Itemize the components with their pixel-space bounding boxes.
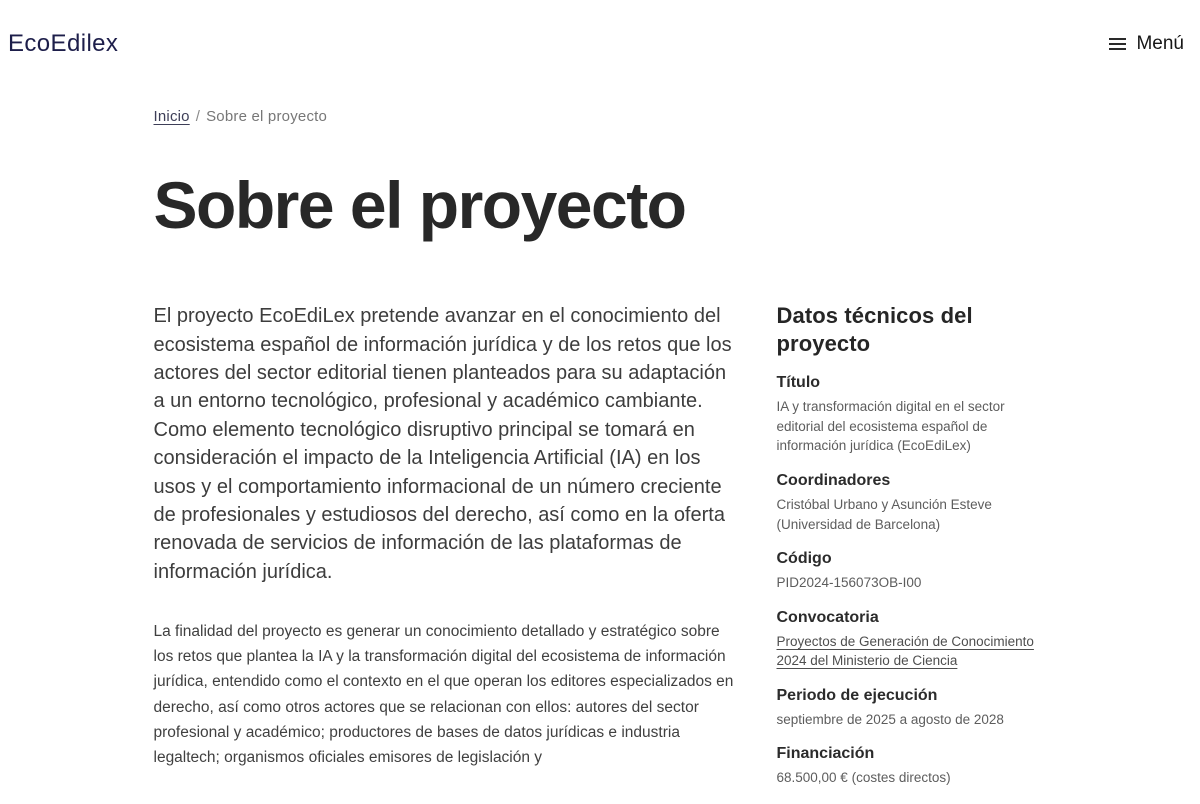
field-value: septiembre de 2025 a agosto de 2028 — [776, 711, 1004, 727]
field-value: PID2024-156073OB-I00 — [776, 575, 922, 591]
body-paragraph: La finalidad del proyecto es generar un conocimiento detallado y estratégico sobre los retos que plantea la IA y la transformación digital del ecosistema de información jurídica, entendido como el contexto en el que operan los editores especializados en derecho, así como otros actores que se relacionan con ellos: autores del sector profesional y académico; productores de bases de datos jurídicas e industria legaltech; organismos oficiales emisores de legislación y — [153, 623, 734, 766]
convocatoria-link[interactable]: Proyectos de Generación de Conocimiento 2024 del Ministerio de Ciencia — [776, 633, 1034, 669]
content-columns — [154, 302, 1047, 804]
breadcrumb-home-link[interactable]: Inicio — [153, 108, 190, 125]
field-label: Coordinadores — [776, 471, 891, 489]
field-label: Código — [776, 550, 832, 568]
field-label: Convocatoria — [776, 608, 879, 626]
field-convocatoria — [777, 609, 1047, 671]
field-coordinadores — [777, 472, 1047, 534]
field-value: 68.500,00 € (costes directos) — [776, 770, 951, 786]
field-periodo — [777, 687, 1047, 730]
lead-paragraph: El proyecto EcoEdiLex pretende avanzar en el conocimiento del ecosistema español de información jurídica y de los retos que los actores del sector editorial tienen planteados para su adaptación a un entorno tecnológico, profesional y académico cambiante. Como elemento tecnológico disruptivo principal se tomará en consideración el impacto de la Inteligencia Artificial (IA) en los usos y el comportamiento informacional de un número creciente de profesionales y estudiosos del derecho, así como en la oferta renovada de servicios de información de las plataformas de información jurídica. — [153, 305, 732, 583]
field-value: IA y transformación digital en el sector editorial del ecosistema español de información jurídica (EcoEdiLex) — [776, 399, 1005, 454]
page-container — [154, 108, 1047, 804]
field-value — [777, 632, 1047, 671]
field-value: Cristóbal Urbano y Asunción Esteve (Universidad de Barcelona) — [776, 496, 992, 532]
menu-button-label: Menú — [1136, 33, 1184, 54]
sidebar-title: Datos técnicos del proyecto — [776, 303, 973, 356]
breadcrumb-current: Sobre el proyecto — [206, 108, 328, 125]
field-label: Financiación — [776, 745, 875, 763]
technical-data-sidebar — [777, 302, 1047, 804]
field-titulo — [777, 374, 1047, 456]
field-label: Título — [776, 374, 821, 392]
site-header — [0, 0, 1200, 58]
field-financiacion — [777, 745, 1047, 788]
page-title: Sobre el proyecto — [153, 168, 686, 242]
main-content — [154, 302, 742, 770]
field-codigo — [777, 550, 1047, 593]
breadcrumb — [154, 108, 1047, 125]
field-label: Periodo de ejecución — [776, 686, 938, 704]
menu-button[interactable] — [1109, 33, 1184, 55]
hamburger-menu-icon — [1109, 38, 1126, 50]
breadcrumb-separator: / — [195, 108, 201, 125]
site-logo[interactable]: EcoEdilex — [8, 30, 119, 57]
